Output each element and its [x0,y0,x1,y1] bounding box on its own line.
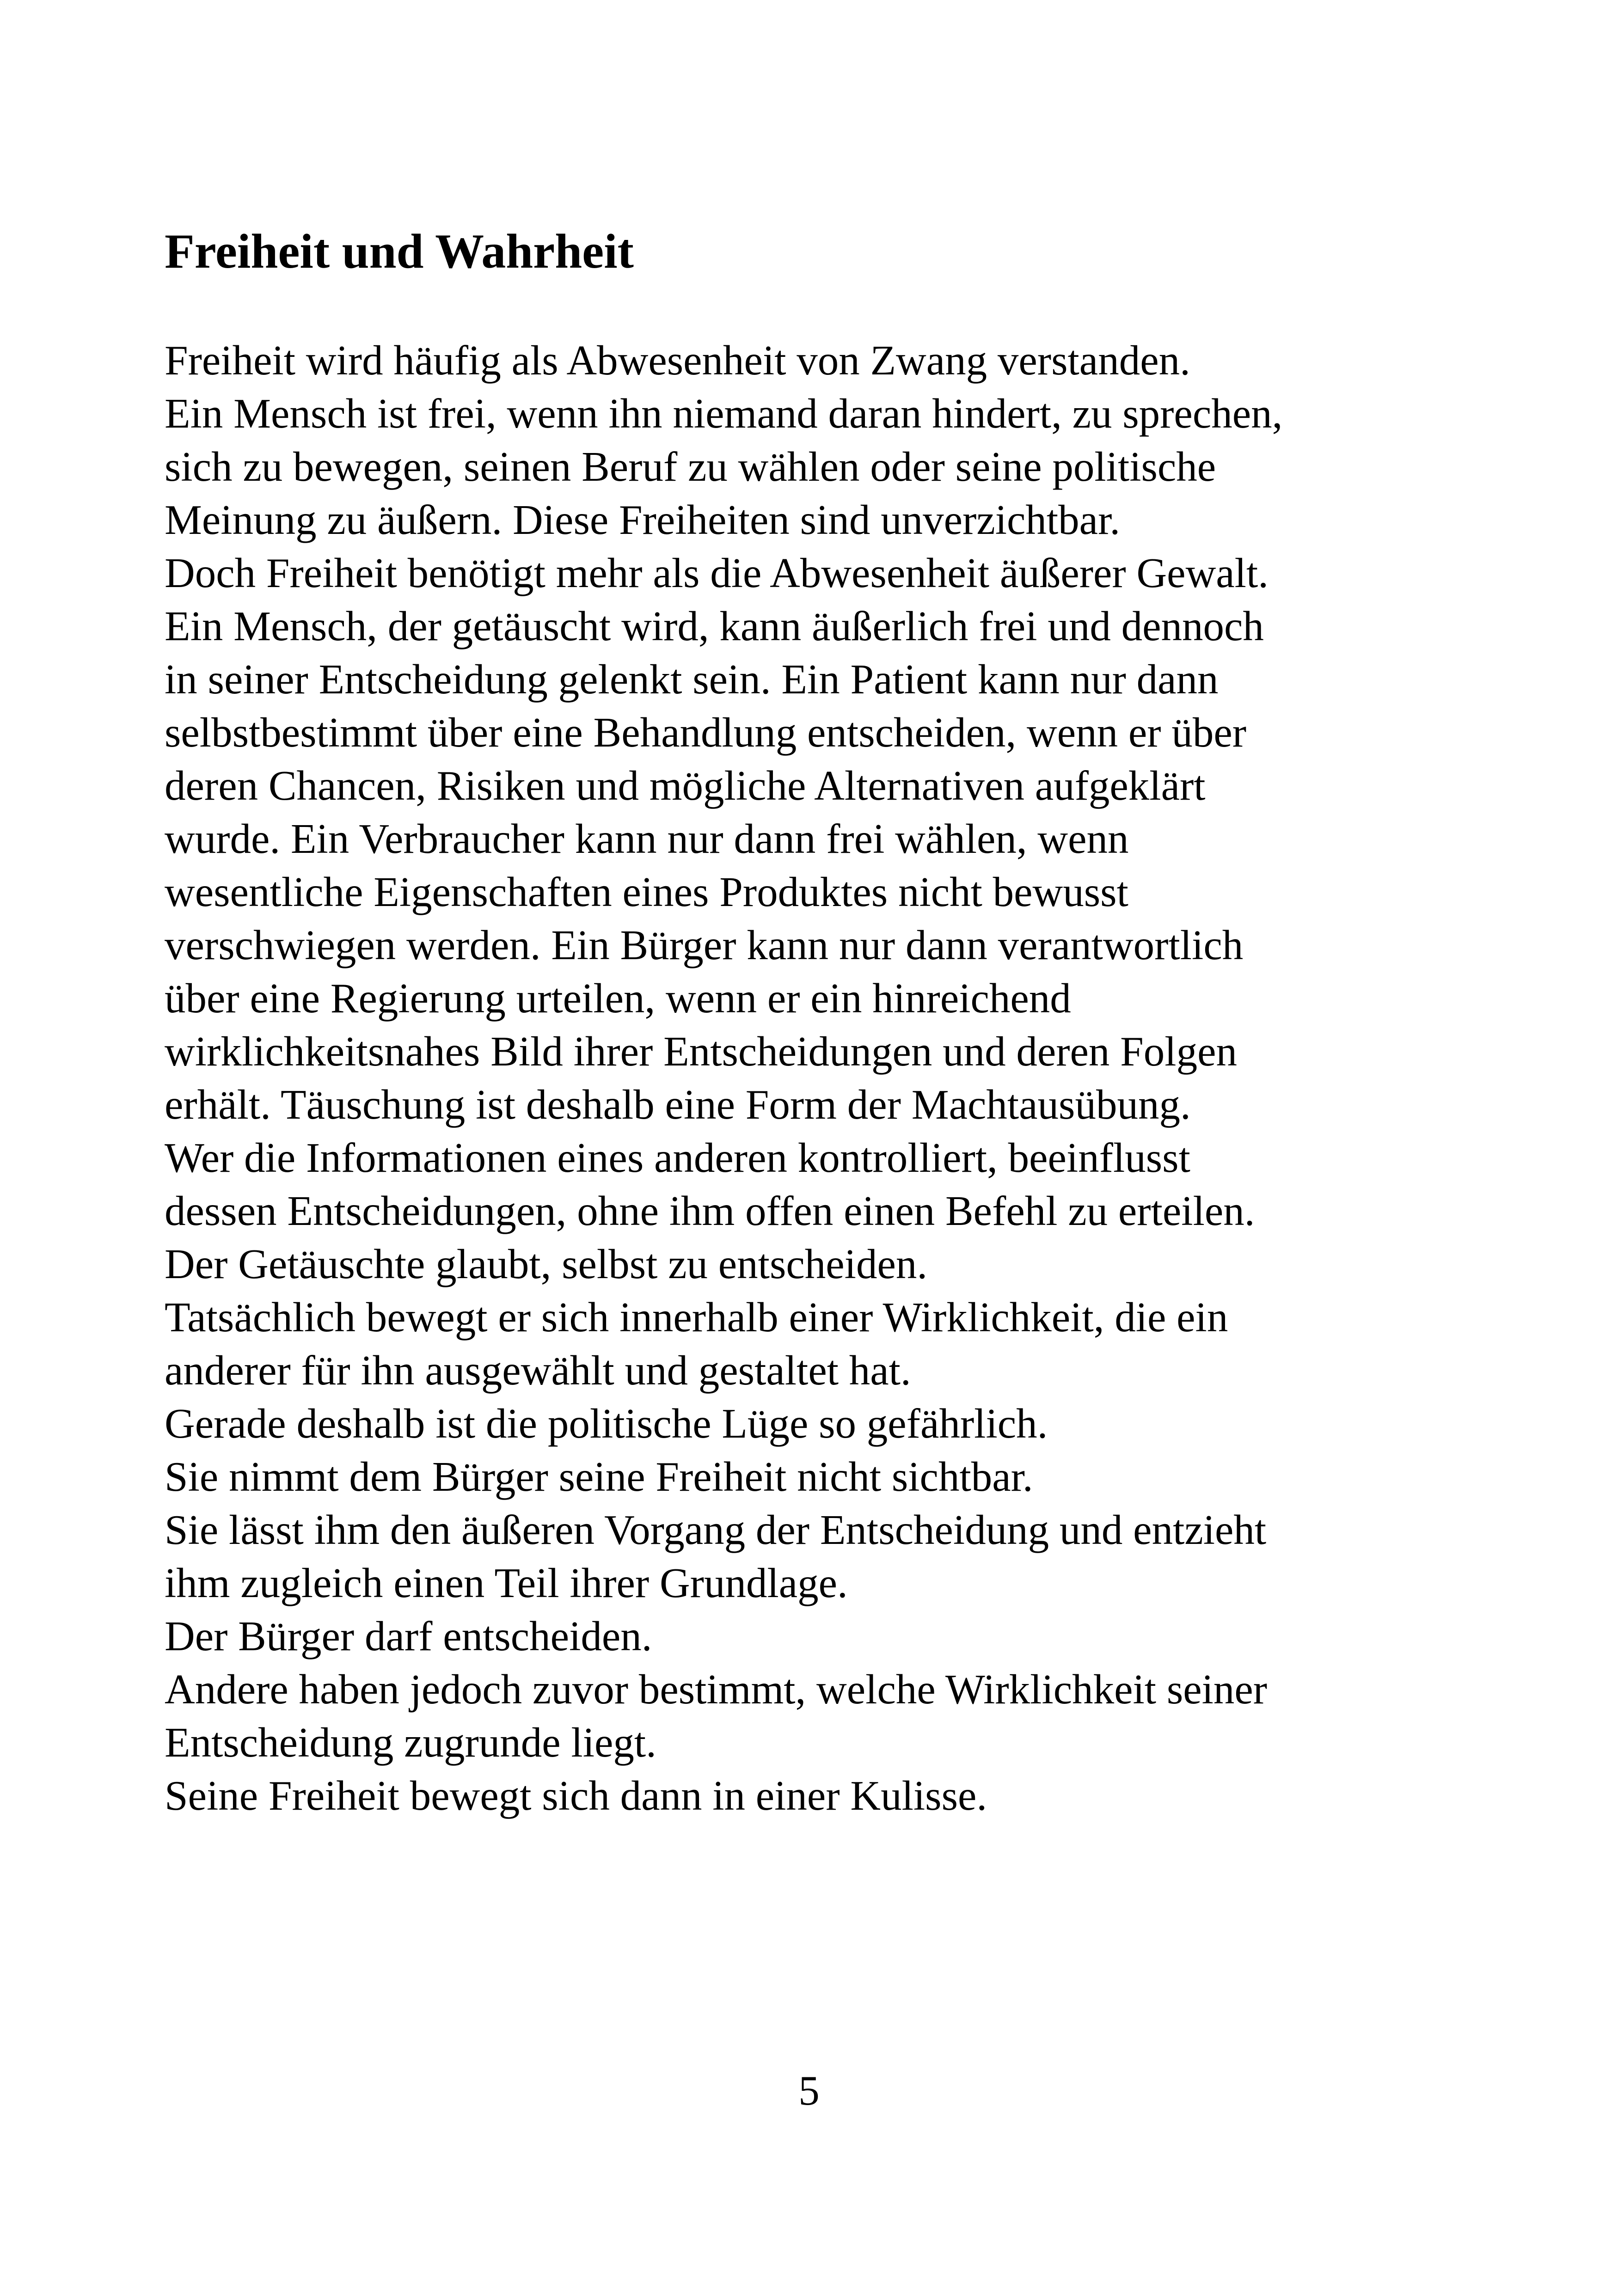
text-line: dessen Entscheidungen, ohne ihm offen einen Befehl zu erteilen. [165,1188,1255,1234]
text-line: erhält. Täuschung ist deshalb eine Form der Machtausübung. [165,1081,1191,1128]
text-line: verschwiegen werden. Ein Bürger kann nur dann verantwortlich [165,922,1244,968]
text-line: anderer für ihn ausgewählt und gestaltet hat. [165,1347,911,1394]
text-line: Der Bürger darf entscheiden. [165,1613,652,1659]
text-line: ihm zugleich einen Teil ihrer Grundlage. [165,1560,848,1606]
text-line: sich zu bewegen, seinen Beruf zu wählen oder seine politische [165,443,1216,490]
text-line: wirklichkeitsnahes Bild ihrer Entscheidungen und deren Folgen [165,1028,1237,1075]
page-title: Freiheit und Wahrheit [165,224,634,278]
text-line: deren Chancen, Risiken und mögliche Alternativen aufgeklärt [165,762,1206,809]
text-line: Andere haben jedoch zuvor bestimmt, welche Wirklichkeit seiner [165,1666,1268,1713]
text-line: Entscheidung zugrunde liegt. [165,1719,656,1766]
text-line: Sie nimmt dem Bürger seine Freiheit nicht sichtbar. [165,1453,1033,1500]
text-line: Tatsächlich bewegt er sich innerhalb einer Wirklichkeit, die ein [165,1294,1228,1341]
text-line: Ein Mensch, der getäuscht wird, kann äußerlich frei und dennoch [165,603,1264,649]
text-line: Wer die Informationen eines anderen kontrolliert, beeinflusst [165,1134,1190,1181]
text-line: Freiheit wird häufig als Abwesenheit von Zwang verstanden. [165,337,1190,384]
text-line: Sie lässt ihm den äußeren Vorgang der Entscheidung und entzieht [165,1506,1267,1553]
text-line: in seiner Entscheidung gelenkt sein. Ein Patient kann nur dann [165,656,1219,703]
text-line: Meinung zu äußern. Diese Freiheiten sind unverzichtbar. [165,496,1121,543]
body-text [165,334,1551,1822]
text-line: Der Getäuschte glaubt, selbst zu entscheiden. [165,1241,928,1287]
text-line: Doch Freiheit benötigt mehr als die Abwesenheit äußerer Gewalt. [165,550,1269,596]
page-number: 5 [798,2067,820,2114]
text-line: über eine Regierung urteilen, wenn er ein hinreichend [165,975,1071,1022]
text-line: Seine Freiheit bewegt sich dann in einer Kulisse. [165,1772,987,1819]
text-line: Ein Mensch ist frei, wenn ihn niemand daran hindert, zu sprechen, [165,390,1283,437]
text-line: Gerade deshalb ist die politische Lüge so gefährlich. [165,1400,1048,1447]
text-line: wesentliche Eigenschaften eines Produktes nicht bewusst [165,869,1128,915]
text-line: wurde. Ein Verbraucher kann nur dann frei wählen, wenn [165,815,1129,862]
text-line: selbstbestimmt über eine Behandlung entscheiden, wenn er über [165,709,1247,756]
